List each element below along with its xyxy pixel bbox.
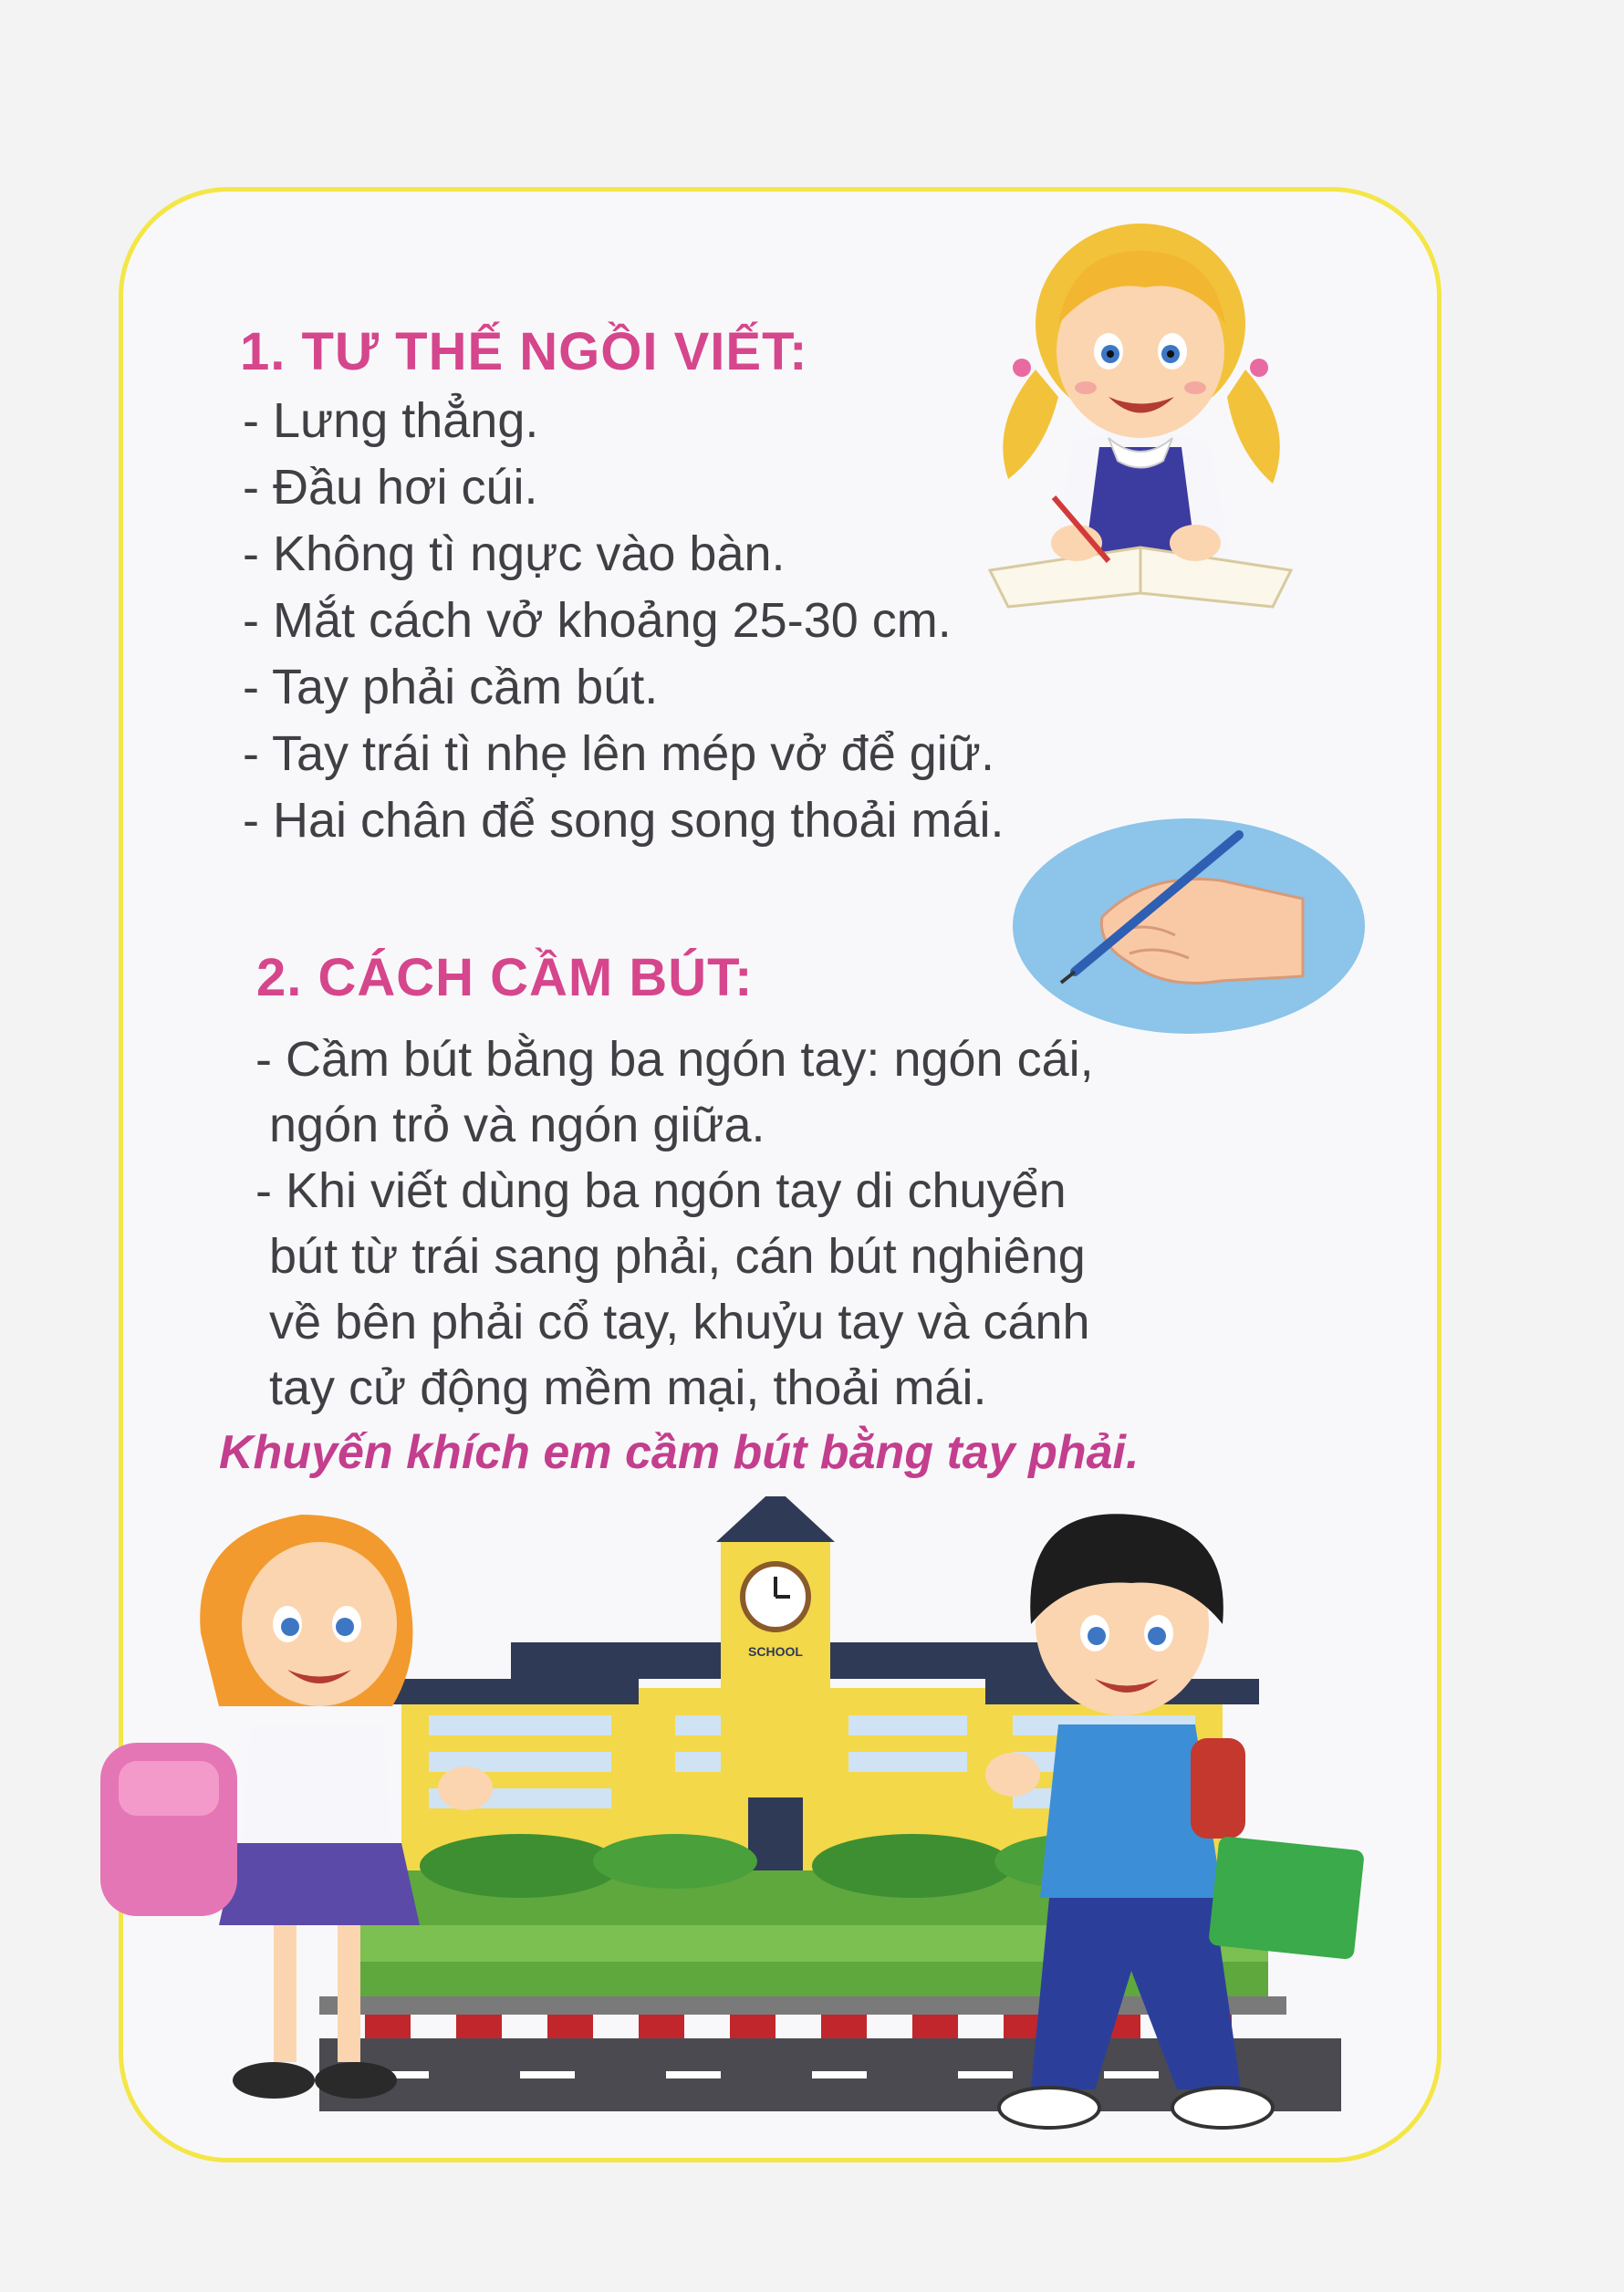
list-item: - Tay trái tì nhẹ lên mép vở để giữ. [243,726,994,781]
encouragement-note: Khuyến khích em cầm bút bằng tay phải. [219,1426,1140,1479]
list-item: - Lưng thẳng. [243,393,539,448]
school-sign: SCHOOL [748,1644,803,1659]
list-item: tay cử động mềm mại, thoải mái. [269,1360,987,1415]
list-item: - Đầu hơi cúi. [243,460,538,515]
school-scene-illustration [91,1496,1460,2208]
list-item: ngón trỏ và ngón giữa. [269,1098,765,1152]
list-item: về bên phải cổ tay, khuỷu tay và cánh [269,1295,1090,1349]
list-item: - Hai chân để song song thoải mái. [243,793,1005,848]
section1-heading: 1. TƯ THẾ NGỒI VIẾT: [240,322,808,381]
list-item: bút từ trái sang phải, cán bút nghiêng [269,1229,1086,1284]
list-item: - Không tì ngực vào bàn. [243,526,786,581]
section1-list [243,388,1005,854]
list-item: - Tay phải cầm bút. [243,660,659,714]
section2-list [255,1026,1094,1421]
list-item: - Mắt cách vở khoảng 25-30 cm. [243,593,952,648]
list-item: - Cầm bút bằng ba ngón tay: ngón cái, [255,1032,1094,1087]
hand-holding-pen-illustration [1011,817,1367,1036]
girl-writing-illustration [972,214,1318,625]
list-item: - Khi viết dùng ba ngón tay di chuyển [255,1163,1067,1218]
section2-heading: 2. CÁCH CẦM BÚT: [256,948,754,1007]
